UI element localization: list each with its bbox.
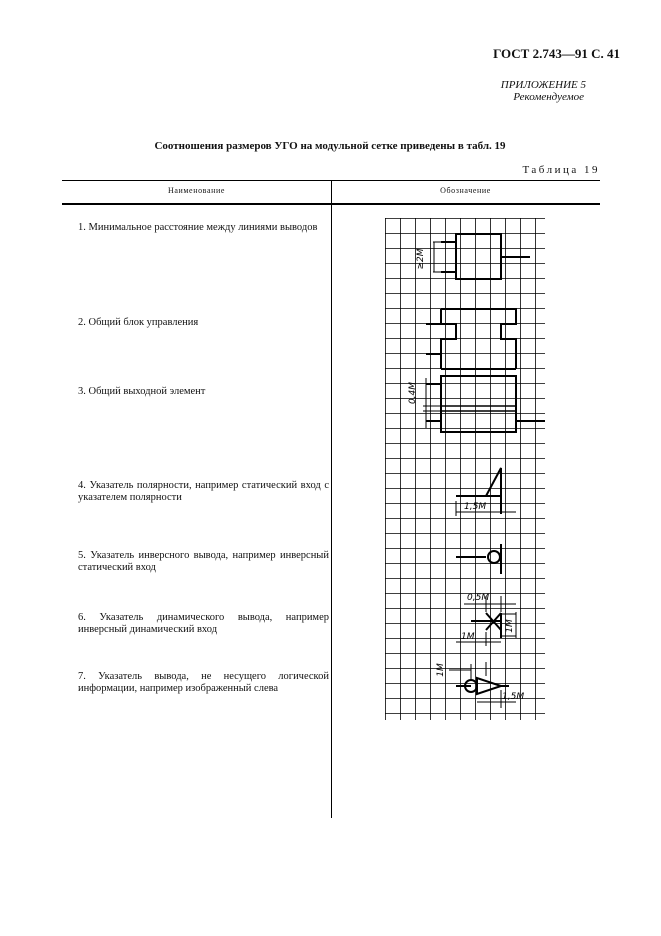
page-header-code: ГОСТ 2.743—91 С. 41 (493, 46, 620, 61)
row-1-text: 1. Минимальное расстояние между линиями выводов (78, 222, 318, 233)
dimension-label-7: 1M (436, 663, 446, 677)
appendix-label: ПРИЛОЖЕНИЕ 5 (500, 79, 586, 91)
appendix-status: Рекомендуемое (513, 91, 584, 103)
dimension-min-spacing (433, 242, 441, 272)
row-2-text: 2. Общий блок управления (78, 317, 199, 328)
inverse-circle (488, 551, 500, 563)
table-row-1-name (64, 222, 329, 234)
dimension-label-6: 1M (461, 632, 475, 642)
dimension-label-8: 1,5M (502, 692, 525, 702)
nonlogic-triangle (477, 678, 501, 694)
symbol-output-element (426, 376, 545, 432)
row-7-text: 7. Указатель вывода, не несущего логической информации, например изображенный слева (78, 671, 329, 694)
table-number: Таблица 19 (522, 164, 600, 176)
module-grid (385, 218, 545, 720)
table-row-3-name (64, 386, 329, 398)
symbol-control-block (426, 309, 516, 369)
column-header-name: Наименование (167, 186, 226, 195)
dimension-label-5: 1M (505, 619, 515, 633)
element-box (456, 234, 501, 279)
table-row-4-name (64, 480, 329, 504)
module-grid-drawing (385, 218, 545, 720)
table-row-6-name (64, 612, 329, 636)
table-row-7-name (64, 671, 329, 695)
output-element-box (441, 376, 516, 432)
row-5-text: 5. Указатель инверсного вывода, например инверсный статический вход (78, 550, 329, 573)
page-title: Соотношения размеров УГО на модульной сетке приведены в табл. 19 (154, 140, 506, 152)
dimension-label-4: 0,5M (467, 593, 490, 603)
symbol-min-output-spacing (441, 234, 530, 279)
row-4-text: 4. Указатель полярности, например статический вход с указателем полярности (78, 480, 329, 503)
dimension-label-2: 0,4M (408, 381, 418, 405)
polarity-triangle (486, 468, 501, 514)
column-header-designation: Обозначение (440, 186, 491, 195)
dimension-label-1: ≥2M (416, 248, 426, 270)
table-column-divider (331, 180, 332, 818)
table-row-2-name (64, 317, 329, 329)
table-row-5-name (64, 550, 329, 574)
row-6-text: 6. Указатель динамического вывода, например инверсный динамический вход (78, 612, 329, 635)
dimension-label-3: 1,5M (464, 502, 487, 512)
row-3-text: 3. Общий выходной элемент (78, 386, 206, 397)
